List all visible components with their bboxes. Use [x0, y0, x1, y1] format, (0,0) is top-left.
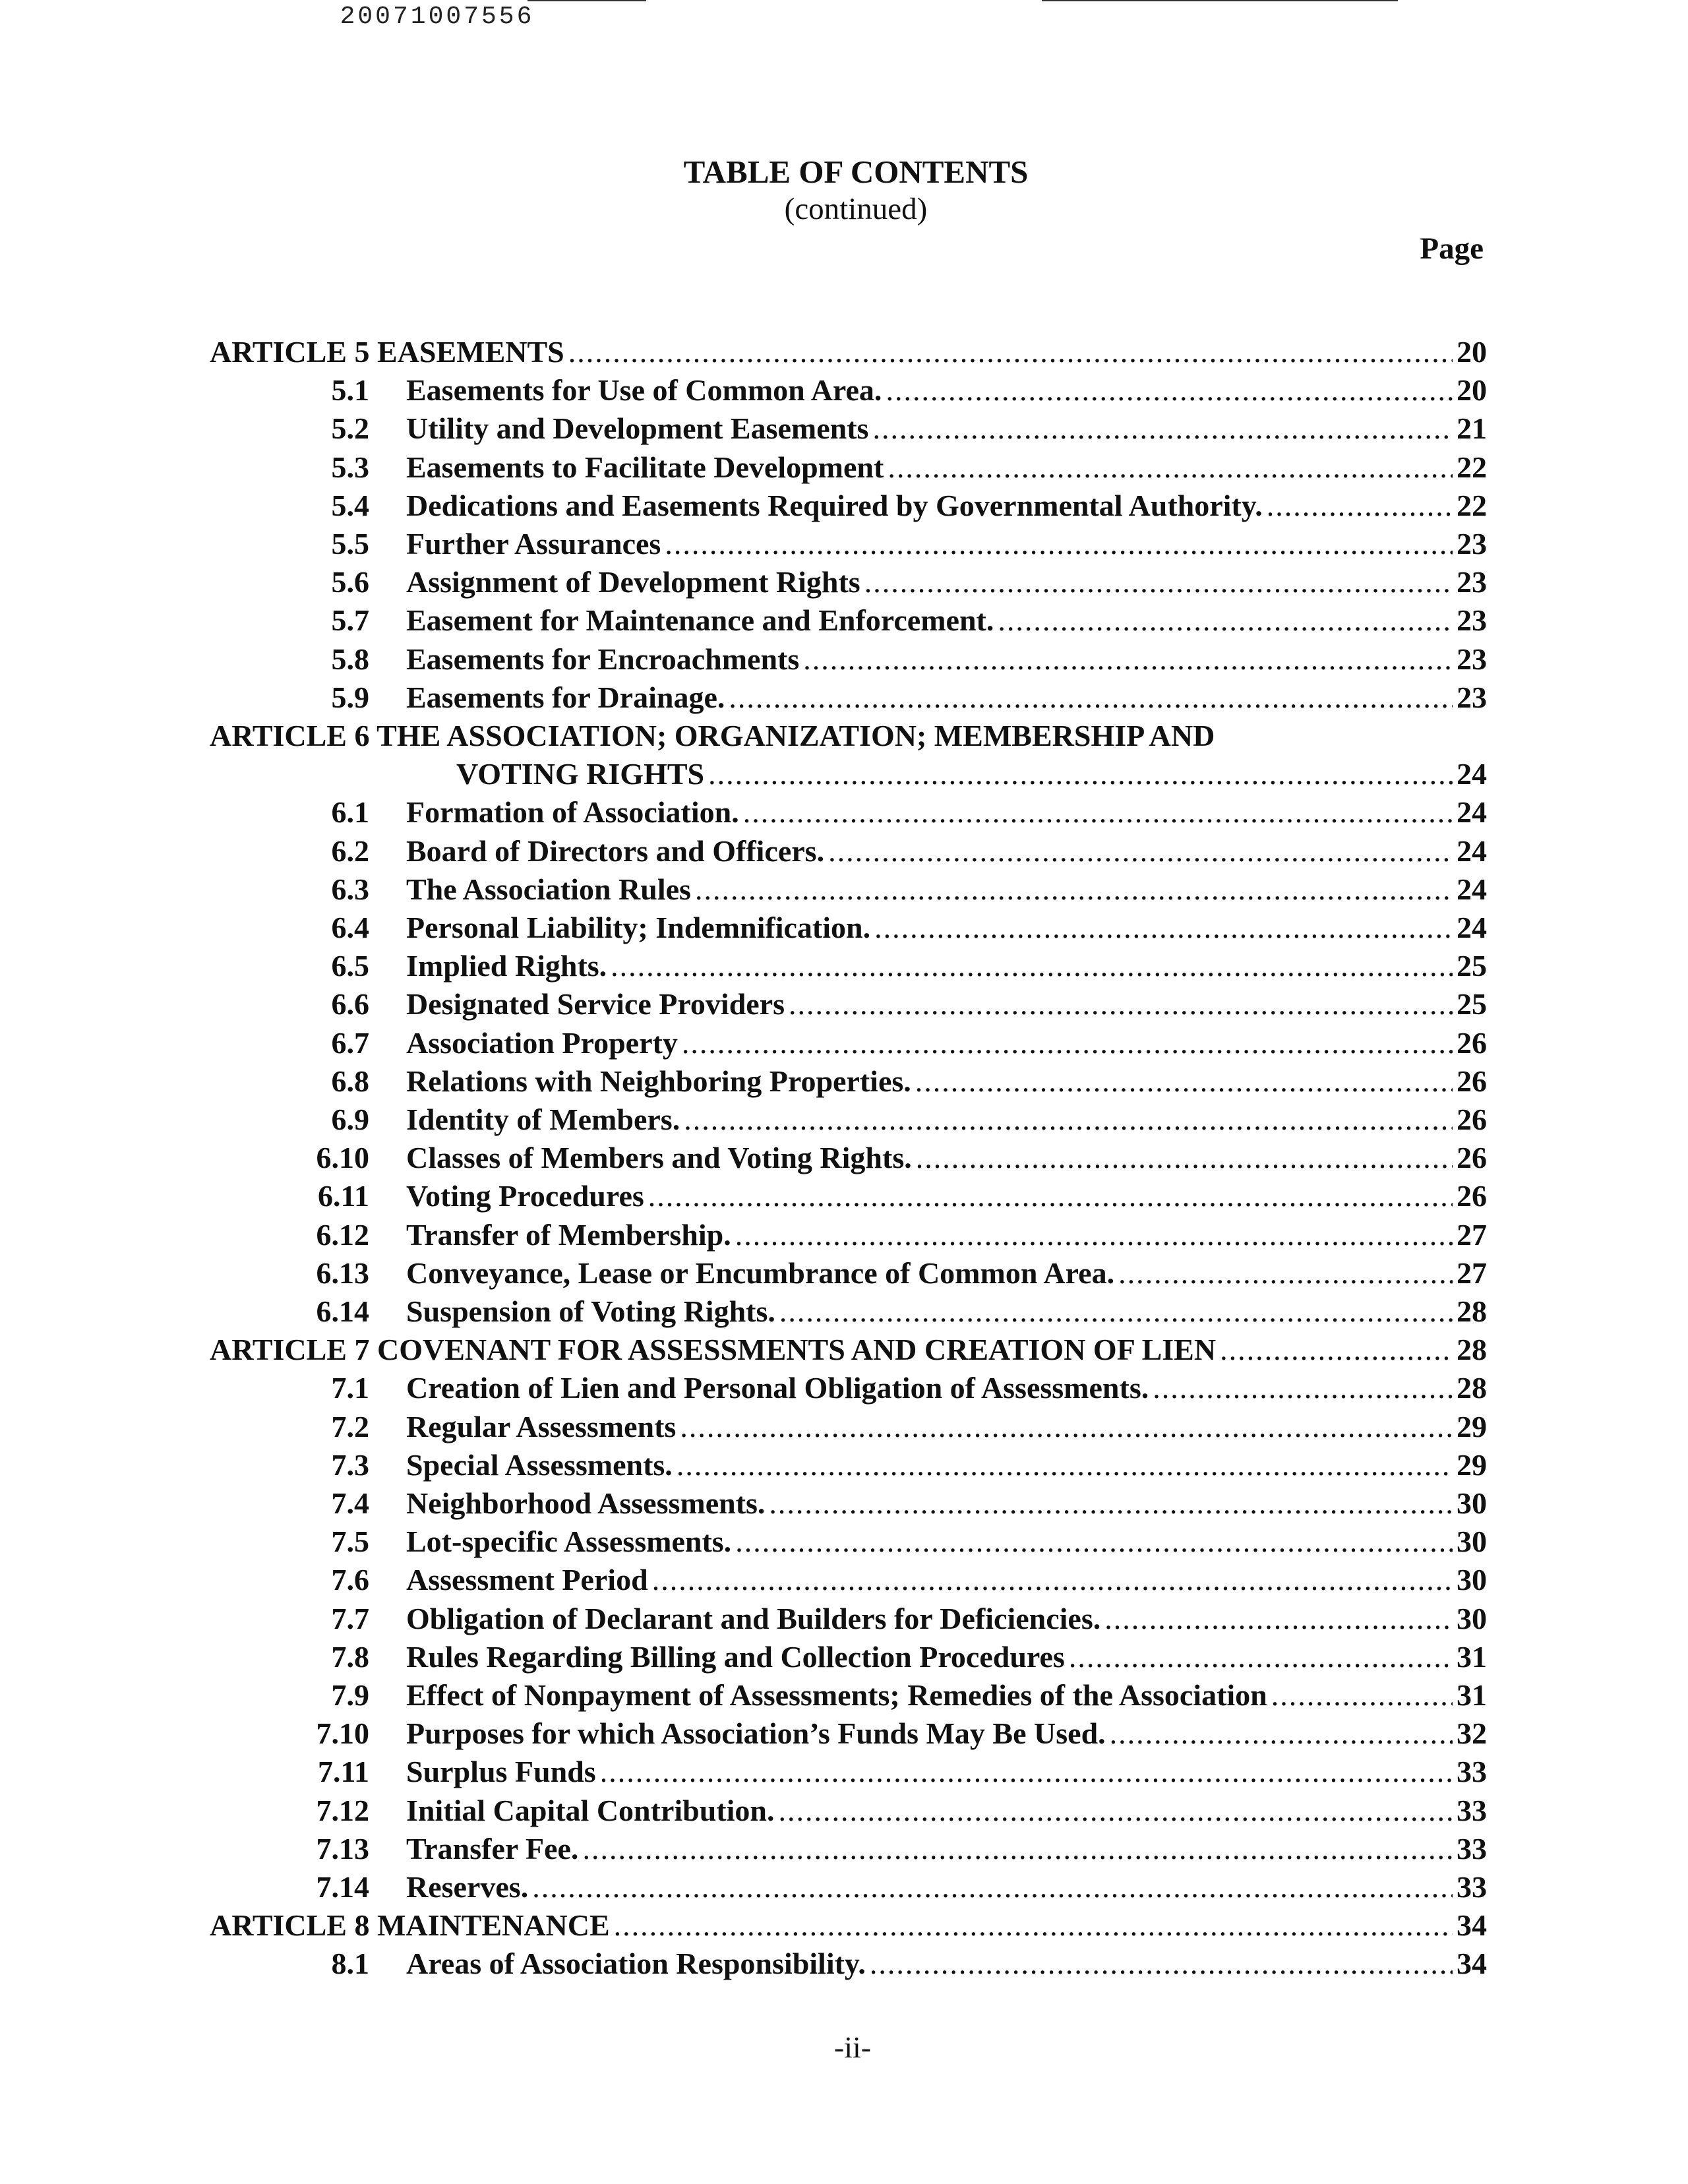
toc-page-number: 33 [1457, 1793, 1487, 1827]
dot-leader [789, 985, 1453, 1023]
toc-entry-label: Reserves. [406, 1870, 529, 1904]
toc-entry-label: Easements for Drainage. [406, 680, 725, 714]
toc-entry-label: Easement for Maintenance and Enforcement. [406, 603, 994, 638]
toc-entry-text [406, 909, 1487, 947]
toc-entry-label: Dedications and Easements Required by Governmental Authority. [406, 488, 1263, 522]
toc-page-number: 26 [1457, 1025, 1487, 1060]
toc-page-number: 26 [1457, 1064, 1487, 1098]
toc-entry-label: Neighborhood Assessments. [406, 1486, 766, 1520]
toc-entry-label: Identity of Members. [406, 1103, 680, 1136]
dot-leader [872, 410, 1453, 448]
toc-section-number: 5.9 [331, 680, 369, 714]
toc-page-number: 31 [1457, 1639, 1487, 1674]
toc-entry-text [406, 371, 1487, 410]
toc-article-entry[interactable] [0, 1906, 1688, 1945]
toc-entry-text [406, 832, 1487, 870]
toc-section-entry[interactable] [0, 947, 1688, 985]
toc-section-entry[interactable] [0, 1638, 1688, 1676]
dot-leader [582, 1830, 1453, 1868]
dot-leader [680, 1408, 1453, 1446]
document-number: 20071007556 [340, 3, 535, 31]
toc-section-number: 6.10 [316, 1141, 369, 1175]
toc-page-number: 21 [1457, 411, 1487, 446]
toc-entry-text [406, 1101, 1487, 1139]
toc-section-number: 7.9 [331, 1678, 369, 1712]
toc-title: TABLE OF CONTENTS [683, 154, 1029, 190]
toc-section-entry[interactable] [0, 1408, 1688, 1446]
toc-entry-text [406, 525, 1487, 563]
toc-entry-text [210, 1331, 1487, 1369]
toc-entry-text [406, 1523, 1487, 1561]
toc-section-entry[interactable] [0, 1216, 1688, 1254]
toc-section-entry[interactable] [0, 1254, 1688, 1292]
toc-page-number: 20 [1457, 373, 1487, 408]
page-column-heading: Page [1420, 231, 1484, 266]
toc-section-entry[interactable] [0, 371, 1688, 410]
dot-leader [729, 679, 1453, 717]
toc-entry-text [406, 1408, 1487, 1446]
toc-section-number: 7.4 [331, 1486, 369, 1520]
toc-entry-label: Board of Directors and Officers. [406, 834, 825, 868]
toc-entry-text [406, 870, 1487, 909]
toc-section-number: 6.7 [331, 1025, 369, 1060]
toc-entry-text [406, 1062, 1487, 1101]
toc-section-entry[interactable] [0, 640, 1688, 679]
toc-section-number: 6.1 [331, 795, 369, 830]
toc-entry-text [406, 1676, 1487, 1714]
toc-page-number: 26 [1457, 1141, 1487, 1175]
toc-entry-text [406, 1177, 1487, 1215]
toc-entry-text [406, 793, 1487, 832]
dot-leader [677, 1446, 1453, 1484]
toc-entry-text [210, 1906, 1487, 1945]
toc-entry-text [406, 448, 1487, 487]
toc-section-entry[interactable] [0, 525, 1688, 563]
dot-leader [652, 1561, 1453, 1599]
dot-leader [743, 793, 1453, 832]
toc-entry-text [406, 601, 1487, 640]
toc-page-number: 30 [1457, 1563, 1487, 1597]
dot-leader [735, 1523, 1453, 1561]
toc-section-number: 5.5 [331, 527, 369, 561]
toc-section-entry[interactable] [0, 1369, 1688, 1407]
toc-entry-label: Voting Procedures [406, 1179, 644, 1213]
toc-section-entry[interactable] [0, 448, 1688, 487]
toc-section-entry[interactable] [0, 793, 1688, 832]
toc-section-number: 7.8 [331, 1639, 369, 1674]
toc-section-number: 5.8 [331, 642, 369, 676]
toc-entry-label: Creation of Lien and Personal Obligation of Assessments. [406, 1371, 1149, 1405]
dot-leader [600, 1753, 1453, 1791]
toc-section-entry[interactable] [0, 601, 1688, 640]
toc-page-number: 31 [1457, 1678, 1487, 1712]
toc-section-entry[interactable] [0, 870, 1688, 909]
dot-leader [779, 1792, 1453, 1830]
dot-leader [568, 333, 1453, 371]
toc-page-number: 24 [1457, 757, 1487, 791]
dot-leader [1104, 1600, 1453, 1638]
toc-entry-label: Obligation of Declarant and Builders for Deficiencies. [406, 1601, 1101, 1635]
toc-section-entry[interactable] [0, 909, 1688, 947]
toc-page-number: 26 [1457, 1179, 1487, 1213]
toc-entry-text [406, 563, 1487, 601]
toc-page-number: 34 [1457, 1908, 1487, 1943]
toc-section-number: 5.7 [331, 603, 369, 638]
toc-page-number: 30 [1457, 1525, 1487, 1559]
toc-entry-label: Conveyance, Lease or Encumbrance of Common Area. [406, 1256, 1115, 1290]
toc-page-number: 23 [1457, 642, 1487, 676]
toc-section-entry[interactable] [0, 1292, 1688, 1331]
toc-section-entry[interactable] [0, 1753, 1688, 1791]
toc-section-entry[interactable] [0, 1484, 1688, 1523]
dot-leader [1271, 1676, 1453, 1714]
toc-section-number: 6.13 [316, 1256, 369, 1290]
toc-entry-label: The Association Rules [406, 872, 691, 906]
toc-entry-label: Suspension of Voting Rights. [406, 1294, 775, 1328]
toc-section-number: 7.1 [331, 1371, 369, 1405]
toc-entry-text [406, 1254, 1487, 1292]
toc-entry-label: Lot-specific Assessments. [406, 1525, 732, 1559]
toc-section-number: 6.5 [331, 949, 369, 983]
toc-page-number: 25 [1457, 949, 1487, 983]
toc-section-number: 6.8 [331, 1064, 369, 1098]
toc-section-entry[interactable] [0, 1062, 1688, 1101]
toc-section-entry[interactable] [0, 1792, 1688, 1830]
dot-leader [874, 909, 1453, 947]
toc-entry-text [406, 1216, 1487, 1254]
toc-section-number: 6.12 [316, 1217, 369, 1252]
page-footer: -ii- [833, 2030, 872, 2064]
dot-leader [611, 947, 1453, 985]
toc-entry-text [406, 1561, 1487, 1599]
dot-leader [735, 1216, 1453, 1254]
toc-section-number: 6.9 [331, 1103, 369, 1136]
toc-entry-label: Rules Regarding Billing and Collection Procedures [406, 1639, 1065, 1674]
toc-section-number: 7.10 [316, 1716, 369, 1751]
toc-entry-label: ARTICLE 7 COVENANT FOR ASSESSMENTS AND CREATION OF LIEN [210, 1333, 1217, 1367]
toc-page-number: 29 [1457, 1409, 1487, 1443]
toc-entry-text [406, 1369, 1487, 1407]
toc-section-number: 7.2 [331, 1409, 369, 1443]
dot-leader [682, 1024, 1453, 1062]
dot-leader [888, 448, 1453, 487]
toc-section-number: 6.4 [331, 911, 369, 944]
toc-entry-label: Relations with Neighboring Properties. [406, 1064, 911, 1098]
toc-entry-label: Transfer Fee. [406, 1831, 579, 1866]
toc-entry-text [406, 1600, 1487, 1638]
toc-section-entry[interactable] [0, 985, 1688, 1023]
dot-leader [870, 1945, 1453, 1983]
toc-entry-label: ARTICLE 8 MAINTENANCE [210, 1908, 610, 1943]
dot-leader [916, 1139, 1453, 1177]
toc-article-entry[interactable] [0, 333, 1688, 371]
toc-entry-text [406, 1139, 1487, 1177]
toc-entry-label: Special Assessments. [406, 1447, 673, 1482]
dot-leader [1153, 1369, 1453, 1407]
dot-leader [684, 1101, 1453, 1139]
dot-leader [1110, 1714, 1453, 1753]
toc-entry-label: Effect of Nonpayment of Assessments; Remedies of the Association [406, 1678, 1267, 1712]
toc-page-number: 28 [1457, 1371, 1487, 1405]
toc-subtitle: (continued) [784, 192, 928, 226]
toc-page-number: 24 [1457, 911, 1487, 944]
toc-entry-text [406, 985, 1487, 1023]
toc-page-number: 24 [1457, 872, 1487, 906]
toc-section-entry[interactable] [0, 1139, 1688, 1177]
toc-entry-text [406, 1792, 1487, 1830]
toc-page-number: 27 [1457, 1217, 1487, 1252]
dot-leader [695, 870, 1453, 909]
toc-entry-text [406, 1945, 1487, 1983]
toc-entry-label: Surplus Funds [406, 1755, 596, 1789]
toc-entry-text [406, 1714, 1487, 1753]
toc-page-number: 26 [1457, 1103, 1487, 1136]
toc-entry-label: Implied Rights. [406, 949, 607, 983]
toc-section-number: 5.6 [331, 565, 369, 599]
toc-page-number: 23 [1457, 565, 1487, 599]
toc-page-number: 24 [1457, 795, 1487, 830]
toc-page-number: 29 [1457, 1447, 1487, 1482]
toc-page-number: 27 [1457, 1256, 1487, 1290]
toc-section-entry[interactable] [0, 755, 1688, 793]
dot-leader [614, 1906, 1453, 1945]
toc-entry-label: Purposes for which Association’s Funds May Be Used. [406, 1716, 1106, 1751]
toc-entry-label: Association Property [406, 1025, 678, 1060]
toc-entry-text [210, 333, 1487, 371]
toc-entry-text [406, 487, 1487, 525]
toc-section-number: 7.3 [331, 1447, 369, 1482]
toc-section-number: 7.12 [316, 1793, 369, 1827]
dot-leader [708, 755, 1453, 793]
toc-section-entry[interactable] [0, 1830, 1688, 1868]
toc-section-number: 7.14 [316, 1870, 369, 1904]
toc-section-number: 5.2 [331, 411, 369, 446]
toc-section-number: 8.1 [331, 1947, 369, 1981]
toc-entry-text [406, 679, 1487, 717]
toc-section-entry[interactable] [0, 1945, 1688, 1983]
toc-page-number: 28 [1457, 1333, 1487, 1367]
dot-leader [828, 832, 1453, 870]
toc-entry-label: Utility and Development Easements [406, 411, 869, 446]
toc-page-number: 30 [1457, 1601, 1487, 1635]
toc-entry-label: Initial Capital Contribution. [406, 1793, 775, 1827]
toc-entry-label: Formation of Association. [406, 795, 739, 830]
scan-artifact-line [528, 0, 646, 1]
toc-section-entry[interactable] [0, 563, 1688, 601]
toc-article-entry[interactable] [0, 717, 1688, 755]
toc-page-number: 23 [1457, 680, 1487, 714]
toc-page-number: 22 [1457, 488, 1487, 522]
toc-section-number: 6.6 [331, 987, 369, 1021]
toc-page-number: 33 [1457, 1755, 1487, 1789]
toc-section-entry[interactable] [0, 1676, 1688, 1714]
toc-page-number: 24 [1457, 834, 1487, 868]
toc-section-number: 7.6 [331, 1563, 369, 1597]
dot-leader [915, 1062, 1453, 1101]
toc-section-number: 5.1 [331, 373, 369, 408]
toc-section-number: 7.13 [316, 1831, 369, 1866]
toc-entry-text [406, 1446, 1487, 1484]
dot-leader [1118, 1254, 1453, 1292]
toc-section-entry[interactable] [0, 1600, 1688, 1638]
dot-leader [886, 371, 1453, 410]
toc-page-number: 33 [1457, 1870, 1487, 1904]
toc-section-entry[interactable] [0, 1523, 1688, 1561]
toc-page-number: 22 [1457, 450, 1487, 484]
dot-leader [1220, 1331, 1453, 1369]
dot-leader [803, 640, 1453, 679]
toc-section-entry[interactable] [0, 679, 1688, 717]
toc-section-number: 7.7 [331, 1601, 369, 1635]
dot-leader [1267, 487, 1453, 525]
toc-article-entry[interactable] [0, 1331, 1688, 1369]
toc-section-entry[interactable] [0, 1101, 1688, 1139]
toc-section-number: 6.14 [316, 1294, 369, 1328]
toc-entry-text [406, 1638, 1487, 1676]
toc-entry-label: Personal Liability; Indemnification. [406, 911, 871, 944]
dot-leader [648, 1177, 1453, 1215]
toc-section-entry[interactable] [0, 410, 1688, 448]
toc-entry-text [406, 640, 1487, 679]
dot-leader [998, 601, 1453, 640]
toc-entry-text [406, 410, 1487, 448]
toc-section-entry[interactable] [0, 1561, 1688, 1599]
toc-section-number: 7.11 [318, 1755, 369, 1789]
toc-page-number: 28 [1457, 1294, 1487, 1328]
toc-entry-label: ARTICLE 6 THE ASSOCIATION; ORGANIZATION; MEMBERSHIP AND [210, 719, 1215, 752]
toc-section-number: 5.4 [331, 488, 369, 522]
dot-leader [864, 563, 1453, 601]
toc-section-number: 6.3 [331, 872, 369, 906]
toc-section-entry[interactable] [0, 832, 1688, 870]
toc-entry-text [456, 755, 1487, 793]
toc-section-entry[interactable] [0, 1024, 1688, 1062]
toc-entry-text [406, 1292, 1487, 1331]
dot-leader [1069, 1638, 1453, 1676]
toc-section-entry[interactable] [0, 487, 1688, 525]
toc-entry-label: VOTING RIGHTS [456, 757, 705, 791]
toc-page-number: 23 [1457, 603, 1487, 638]
toc-page-number: 25 [1457, 987, 1487, 1021]
dot-leader [769, 1484, 1453, 1523]
toc-section-number: 7.5 [331, 1525, 369, 1559]
toc-entry-label: Regular Assessments [406, 1409, 677, 1443]
toc-entry-label: Further Assurances [406, 527, 661, 561]
toc-entry-text [406, 1868, 1487, 1906]
dot-leader [665, 525, 1453, 563]
toc-entry-label: Areas of Association Responsibility. [406, 1947, 866, 1981]
toc-section-entry[interactable] [0, 1446, 1688, 1484]
toc-entry-text [406, 1484, 1487, 1523]
toc-section-number: 6.11 [318, 1179, 369, 1213]
scan-artifact-line [1042, 0, 1398, 1]
toc-page-number: 34 [1457, 1947, 1487, 1981]
toc-page-number: 23 [1457, 527, 1487, 561]
toc-entry-text [406, 1024, 1487, 1062]
dot-leader [779, 1292, 1453, 1331]
toc-section-entry[interactable] [0, 1868, 1688, 1906]
toc-page-number: 20 [1457, 335, 1487, 369]
dot-leader [532, 1868, 1453, 1906]
toc-entry-label: Easements for Encroachments [406, 642, 800, 676]
toc-entry-label: Assessment Period [406, 1563, 648, 1597]
toc-section-entry[interactable] [0, 1714, 1688, 1753]
toc-entry-label: Classes of Members and Voting Rights. [406, 1141, 912, 1175]
toc-page-number: 30 [1457, 1486, 1487, 1520]
toc-entry-label: ARTICLE 5 EASEMENTS [210, 335, 564, 369]
toc-section-number: 6.2 [331, 834, 369, 868]
toc-entry-text [210, 717, 1487, 755]
toc-entry-label: Assignment of Development Rights [406, 565, 860, 599]
toc-entry-text [406, 1830, 1487, 1868]
toc-entry-label: Easements for Use of Common Area. [406, 373, 882, 408]
toc-entry-label: Transfer of Membership. [406, 1217, 731, 1252]
toc-page-number: 33 [1457, 1831, 1487, 1866]
toc-page-number: 32 [1457, 1716, 1487, 1751]
toc-section-number: 5.3 [331, 450, 369, 484]
toc-entry-text [406, 947, 1487, 985]
toc-entry-text [406, 1753, 1487, 1791]
toc-section-entry[interactable] [0, 1177, 1688, 1215]
toc-entry-label: Designated Service Providers [406, 987, 785, 1021]
toc-entry-label: Easements to Facilitate Development [406, 450, 884, 484]
